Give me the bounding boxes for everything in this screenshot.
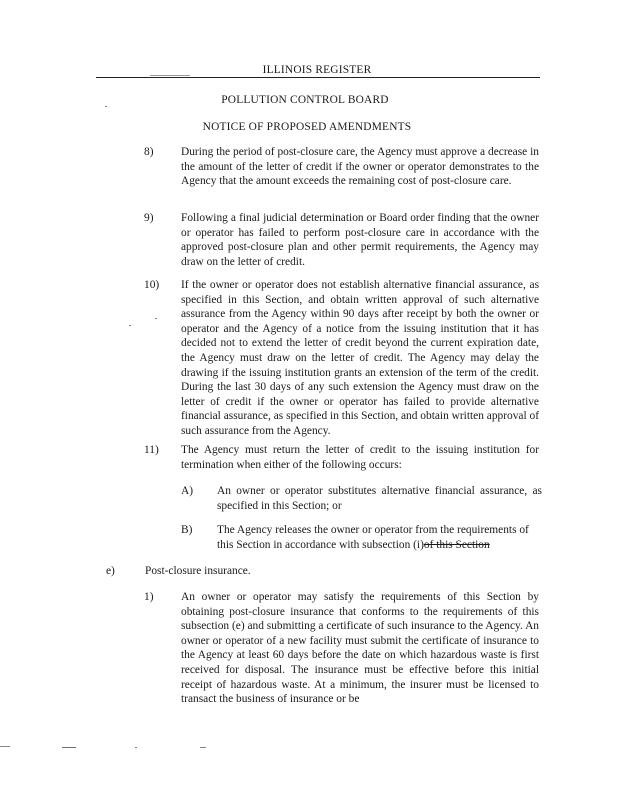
scan-speck <box>0 746 10 747</box>
scan-speck <box>62 747 76 748</box>
register-title: ILLINOIS REGISTER <box>262 64 372 76</box>
item-10-text: If the owner or operator does not establish alternative financial assurance, as specified in this Section, and obtain written approval of such alternative assurance from the Agency within 90 days after receipt by both the owner or operator and the Agency of a notice from the issuing institution that it has decided not to extend the letter of credit beyond the current expiration date, the Agency must draw on the letter of credit. The Agency may delay the drawing if the issuing institution grants an extension of the term of the credit. During the last 30 days of any such extension the Agency must draw on the letter of credit if the owner or operator has failed to provide alternative financial assurance, as specified in this Section, and obtain written approval of such assurance from the Agency. <box>181 279 539 437</box>
board-title: POLLUTION CONTROL BOARD <box>221 94 389 106</box>
item-8-text: During the period of post-closure care, the Agency must approve a decrease in the amount of the letter of credit if the owner or operator demonstrates to the Agency that the amount exceeds the remaining cost of post-closure care. <box>181 146 539 188</box>
scan-speck <box>135 747 137 748</box>
item-a-number: A) <box>181 485 194 497</box>
item-9-text: Following a final judicial determination or Board order finding that the owner or operator has failed to perform post-closure care in accordance with the approved post-closure plan and other permit requirements, the Agency may draw on the letter of credit. <box>181 212 539 268</box>
item-e1-text: An owner or operator may satisfy the requirements of this Section by obtaining post-closure insurance that conforms to the requirements of this subsection (e) and submitting a certificate of such insurance to the Agency. An owner or operator of a new facility must submit the certificate of insurance to the Agency at least 60 days before the date on which hazardous waste is first received for disposal. The insurance must be effective before this initial receipt of hazardous waste. At a minimum, the insurer must be licensed to transact the business of insurance or be <box>181 591 539 706</box>
scan-speck <box>155 318 157 319</box>
notice-title: NOTICE OF PROPOSED AMENDMENTS <box>202 121 412 133</box>
scan-speck <box>150 75 190 76</box>
item-e1-number: 1) <box>144 591 154 603</box>
item-11-text: The Agency must return the letter of credit to the issuing institution for termination when either of the following occurs: <box>181 444 539 471</box>
item-10-number: 10) <box>144 279 160 291</box>
item-b-text-struck: of this Section <box>423 538 490 551</box>
scan-speck <box>129 325 131 326</box>
header-rule <box>96 77 540 78</box>
scan-speck <box>105 106 107 107</box>
subsection-e-title: Post-closure insurance. <box>145 565 251 577</box>
item-b-text-main: The Agency releases the owner or operator from the requirements of this Section in accordance with subsection (i) <box>217 524 529 551</box>
item-b-text <box>217 523 535 552</box>
item-b-number: B) <box>181 524 193 536</box>
item-11-number: 11) <box>144 444 159 456</box>
item-a-text: An owner or operator substitutes alternative financial assurance, as specified in this Section; or <box>217 485 542 512</box>
item-8-number: 8) <box>144 146 154 158</box>
subsection-e-number: e) <box>106 565 115 577</box>
item-9-number: 9) <box>144 212 154 224</box>
scan-speck <box>200 747 206 748</box>
